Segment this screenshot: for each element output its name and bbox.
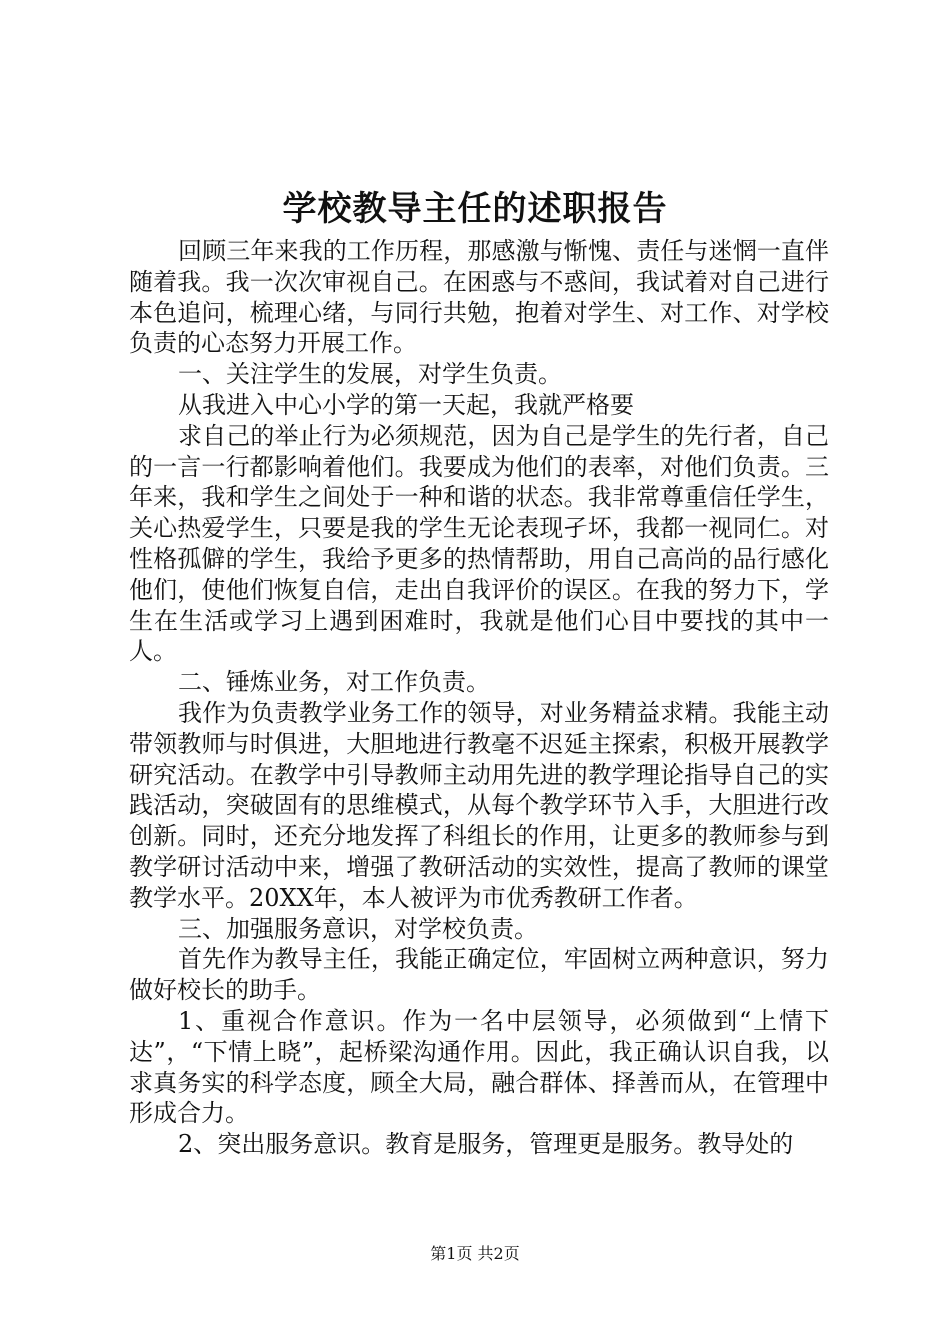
paragraph-3-item-2: 2、突出服务意识。教育是服务，管理更是服务。教导处的 bbox=[178, 1130, 794, 1159]
paragraph-1a: 从我进入中心小学的第一天起，我就严格要 bbox=[178, 390, 634, 419]
section-heading-2: 二、锤炼业务，对工作负责。 bbox=[178, 668, 490, 697]
paragraph-3: 首先作为教导主任，我能正确定位，牢固树立两种意识，努力做好校长的助手。 bbox=[129, 945, 829, 1005]
section-heading-1: 一、关注学生的发展，对学生负责。 bbox=[178, 360, 562, 389]
document-title: 学校教导主任的述职报告 bbox=[282, 189, 668, 229]
section-heading-3: 三、加强服务意识，对学校负责。 bbox=[178, 914, 538, 943]
paragraph-2: 我作为负责教学业务工作的领导，对业务精益求精。我能主动带领教师与时俱进，大胆地进行教毫不迟延主探索，积极开展教学研究活动。在教学中引导教师主动用先进的教学理论指导自己的实践活动，突破固有的思维模式，从每个教学环节入手，大胆进行改创新。同时，还充分地发挥了科组长的作用，让更多的教师参与到教学研讨活动中来，增强了教研活动的实效性，提高了教师的课堂教学水平。20XX年，本人被评为市优秀教研工作者。 bbox=[129, 698, 829, 912]
paragraph-1b: 求自己的举止行为必须规范，因为自己是学生的先行者，自己的一言一行都影响着他们。我要成为他们的表率，对他们负责。三年来，我和学生之间处于一种和谐的状态。我非常尊重信任学生，关心热爱学生，只要是我的学生无论表现孑坏，我都一视同仁。对性格孤僻的学生，我给予更多的热情帮助，用自己高尚的品行感化他们，使他们恢复自信，走出自我评价的误区。在我的努力下，学生在生活或学习上遇到困难时，我就是他们心目中要找的其中一人。 bbox=[129, 421, 829, 666]
paragraph-3-item-1: 1、重视合作意识。作为一名中层领导，必须做到“上情下达”，“下情上晓”，起桥梁沟通作用。因此，我正确认识自我，以求真务实的科学态度，顾全大局，融合群体、择善而从，在管理中形成合力。 bbox=[129, 1006, 829, 1128]
document-body bbox=[129, 236, 829, 1160]
paragraph-intro: 回顾三年来我的工作历程，那感激与惭愧、责任与迷惘一直伴随着我。我一次次审视自己。在困惑与不惑间，我试着对自己进行本色追问，梳理心绪，与同行共勉，抱着对学生、对工作、对学校负责的心态努力开展工作。 bbox=[129, 237, 829, 358]
page-footer: 第1页 共2页 bbox=[430, 1244, 520, 1263]
